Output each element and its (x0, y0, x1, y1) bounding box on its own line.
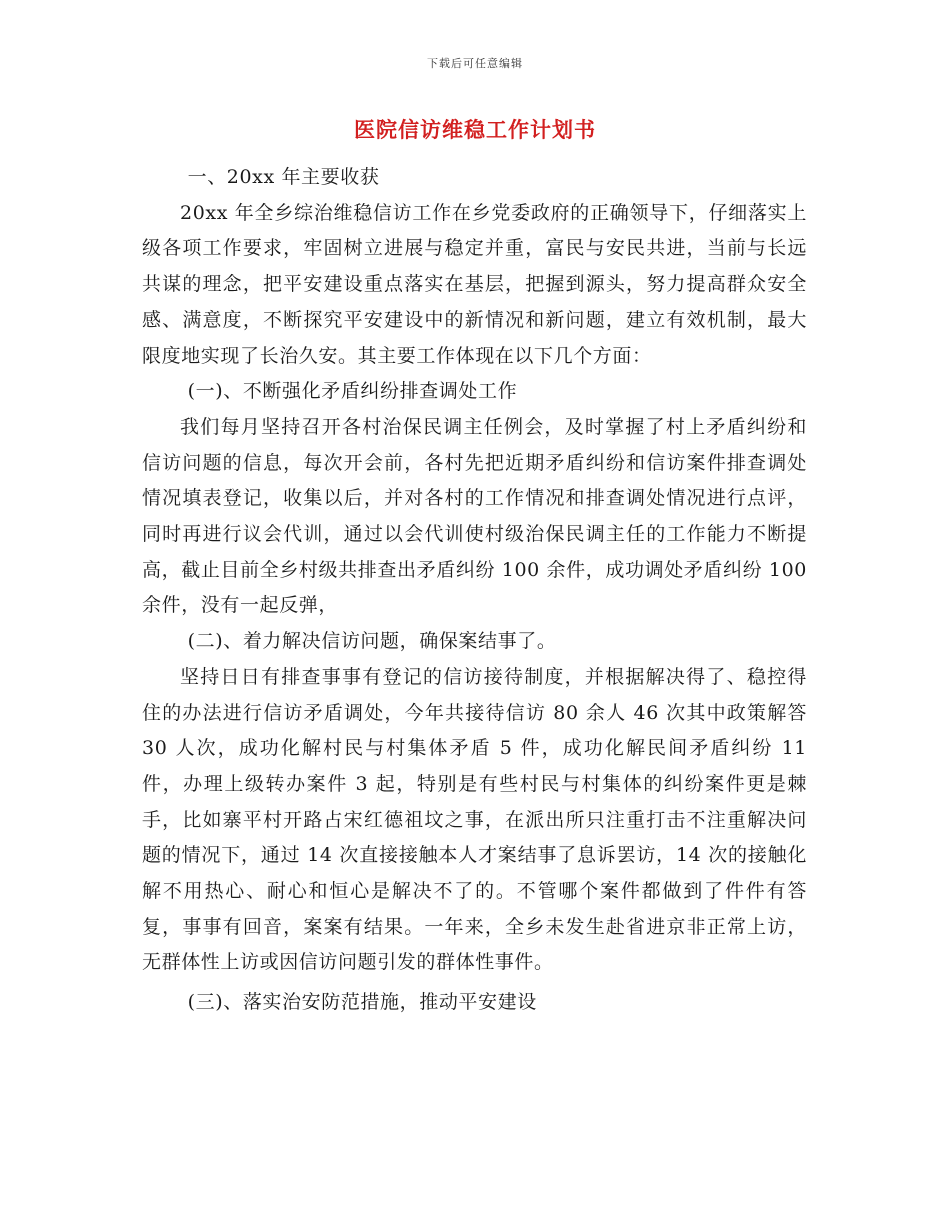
subsection-paragraph-2: 坚持日日有排查事事有登记的信访接待制度，并根据解决得了、稳控得住的办法进行信访矛盾调处，今年共接待信访 80 余人 46 次其中政策解答 30 人次，成功化解村民与村集体矛盾 5 件，成功化解民间矛盾纠纷 11 件，办理上级转办案件 3 起，特别是有些村民与村集体的纠纷案件更是棘手，比如寨平村开路占宋红德祖坟之事，在派出所只注重打击不注重解决问题的情况下，通过 14 次直接接触本人才案结事了息诉罢访，14 次的接触化解不用热心、耐心和恒心是解决不了的。不管哪个案件都做到了件件有答复，事事有回音，案案有结果。一年来，全乡未发生赴省进京非正常上访，无群体性上访或因信访问题引发的群体性事件。 (142, 665, 807, 974)
section-paragraph-1: 20xx 年全乡综治维稳信访工作在乡党委政府的正确领导下，仔细落实上级各项工作要求，牢固树立进展与稳定并重，富民与安民共进，当前与长远共谋的理念，把平安建设重点落实在基层，把握到源头，努力提高群众安全感、满意度，不断探究平安建设中的新情况和新问题，建立有效机制，最大限度地实现了长治久安。其主要工作体现在以下几个方面： (142, 201, 807, 367)
page-header-note: 下载后可任意编辑 (427, 57, 523, 70)
subsection-heading-1: (一)、不断强化矛盾纠纷排查调处工作 (187, 380, 518, 403)
subsection-heading-2: (二)、着力解决信访问题，确保案结事了。 (187, 630, 557, 653)
subsection-paragraph-1: 我们每月坚持召开各村治保民调主任例会，及时掌握了村上矛盾纠纷和信访问题的信息，每次开会前，各村先把近期矛盾纠纷和信访案件排查调处情况填表登记，收集以后，并对各村的工作情况和排查调处情况进行点评，同时再进行议会代训，通过以会代训使村级治保民调主任的工作能力不断提高，截止目前全乡村级共排查出矛盾纠纷 100 余件，成功调处矛盾纠纷 100 余件，没有一起反弹， (142, 415, 807, 617)
subsection-heading-3: (三)、落实治安防范措施，推动平安建设 (187, 991, 537, 1014)
document-body (142, 160, 807, 1021)
section-heading-1: 一、20xx 年主要收获 (187, 166, 380, 188)
document-title: 医院信访维稳工作计划书 (354, 117, 596, 142)
